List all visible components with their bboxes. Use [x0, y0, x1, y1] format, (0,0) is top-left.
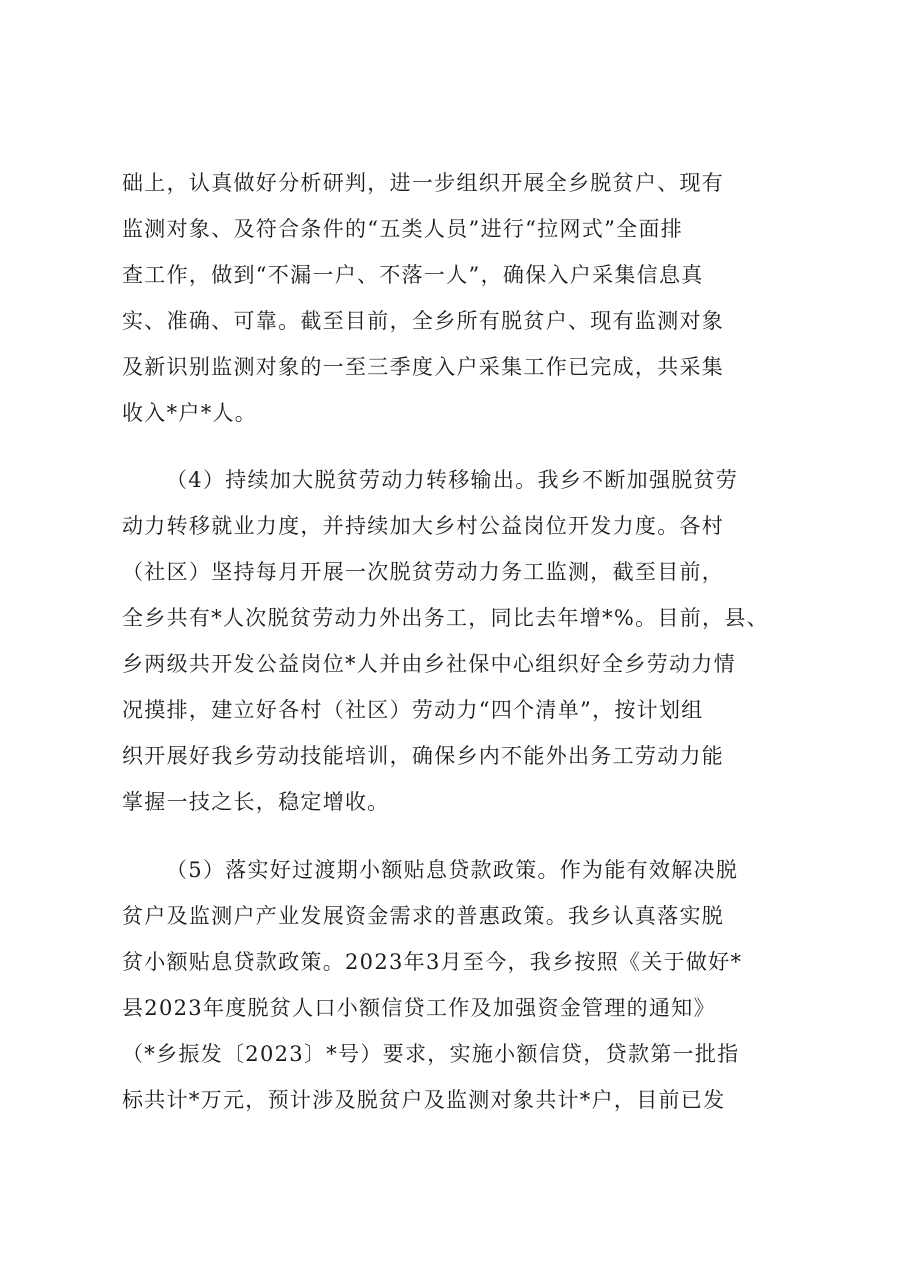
text-line: 收入*户*人。 [122, 401, 258, 425]
text-line: 全乡共有*人次脱贫劳动力外出务工，同比去年增*%。目前，县、 [122, 606, 769, 630]
text-line: 县2023年度脱贫人口小额信贷工作及加强资金管理的通知》 [122, 996, 716, 1020]
text-line: 查工作，做到“不漏一户、不落一人”，确保入户采集信息真 [122, 263, 704, 287]
text-line: 监测对象、及符合条件的“五类人员”进行“拉网式”全面排 [122, 217, 684, 241]
text-line: （*乡振发〔2023〕*号）要求，实施小额信贷，贷款第一批指 [122, 1042, 740, 1066]
text-line: 及新识别监测对象的一至三季度入户采集工作已完成，共采集 [122, 355, 725, 379]
text-line: 实、准确、可靠。截至目前，全乡所有脱贫户、现有监测对象 [122, 309, 725, 333]
text-line: 贫小额贴息贷款政策。2023年3月至今，我乡按照《关于做好* [122, 950, 743, 974]
text-line: 动力转移就业力度，并持续加大乡村公益岗位开发力度。各村 [122, 514, 725, 538]
text-line: 贫户及监测户产业发展资金需求的普惠政策。我乡认真落实脱 [122, 904, 725, 928]
paragraph-heading-4: （4）持续加大脱贫劳动力转移输出。我乡不断加强脱贫劳 [166, 468, 739, 492]
text-line: 标共计*万元，预计涉及脱贫户及监测对象共计*户，目前已发 [122, 1088, 726, 1112]
text-line: （社区）坚持每月开展一次脱贫劳动力务工监测，截至目前， [122, 560, 725, 584]
text-line: 织开展好我乡劳动技能培训，确保乡内不能外出务工劳动力能 [122, 744, 725, 768]
text-line: 乡两级共开发公益岗位*人并由乡社保中心组织好全乡劳动力情 [122, 652, 736, 676]
text-line: 况摸排，建立好各村（社区）劳动力“四个清单”，按计划组 [122, 698, 704, 722]
text-line: 础上，认真做好分析研判，进一步组织开展全乡脱贫户、现有 [122, 171, 725, 195]
paragraph-heading-5: （5）落实好过渡期小额贴息贷款政策。作为能有效解决脱 [166, 858, 739, 882]
text-line: 掌握一技之长，稳定增收。 [122, 790, 390, 814]
